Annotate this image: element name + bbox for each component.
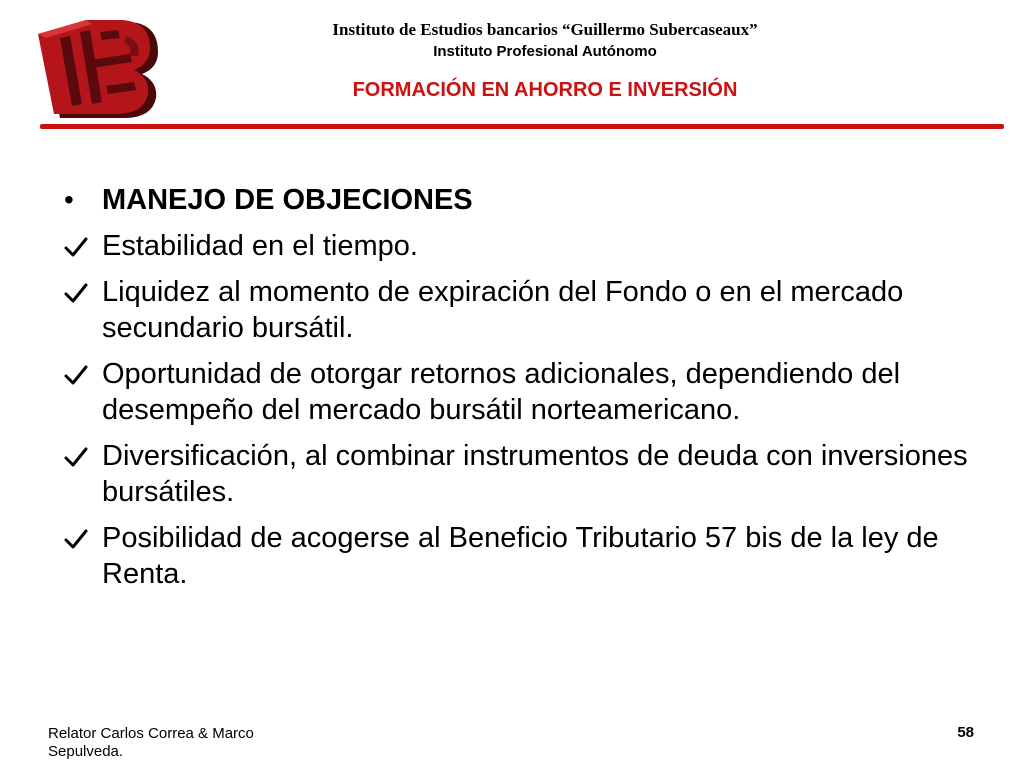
checkmark-icon bbox=[60, 520, 94, 556]
list-item bbox=[58, 274, 978, 346]
footer-author: Relator Carlos Correa & Marco Sepulveda. bbox=[48, 725, 254, 760]
list-item bbox=[58, 520, 978, 592]
page-title: FORMACIÓN EN AHORRO E INVERSIÓN bbox=[352, 79, 738, 101]
bullet-icon: • bbox=[64, 184, 74, 215]
checkmark-icon bbox=[60, 356, 94, 392]
section-heading-text: MANEJO DE OBJECIONES bbox=[102, 184, 473, 216]
header-divider bbox=[40, 124, 1004, 129]
list-item bbox=[58, 438, 978, 510]
checkmark-icon bbox=[60, 228, 94, 264]
list-item-text: Diversificación, al combinar instrumentos de deuda con inversiones bursátiles. bbox=[102, 440, 968, 508]
page-number: 58 bbox=[957, 724, 974, 741]
ieb-logo-icon bbox=[30, 16, 160, 120]
institute-name: Instituto de Estudios bancarios “Guillermo Subercaseaux” bbox=[332, 20, 758, 39]
institute-subtitle: Instituto Profesional Autónomo bbox=[433, 43, 657, 60]
list-item-text: Posibilidad de acogerse al Beneficio Tributario 57 bis de la ley de Renta. bbox=[102, 522, 939, 590]
checkmark-icon bbox=[60, 438, 94, 474]
list-item-text: Estabilidad en el tiempo. bbox=[102, 230, 418, 262]
list-item bbox=[58, 356, 978, 428]
list-item-text: Oportunidad de otorgar retornos adicionales, dependiendo del desempeño del mercado bursátil norteamericano. bbox=[102, 358, 901, 426]
checkmark-icon bbox=[60, 274, 94, 310]
list-item bbox=[58, 228, 978, 264]
slide-content bbox=[58, 182, 978, 602]
section-heading bbox=[58, 182, 978, 218]
list-item-text: Liquidez al momento de expiración del Fondo o en el mercado secundario bursátil. bbox=[102, 276, 904, 344]
